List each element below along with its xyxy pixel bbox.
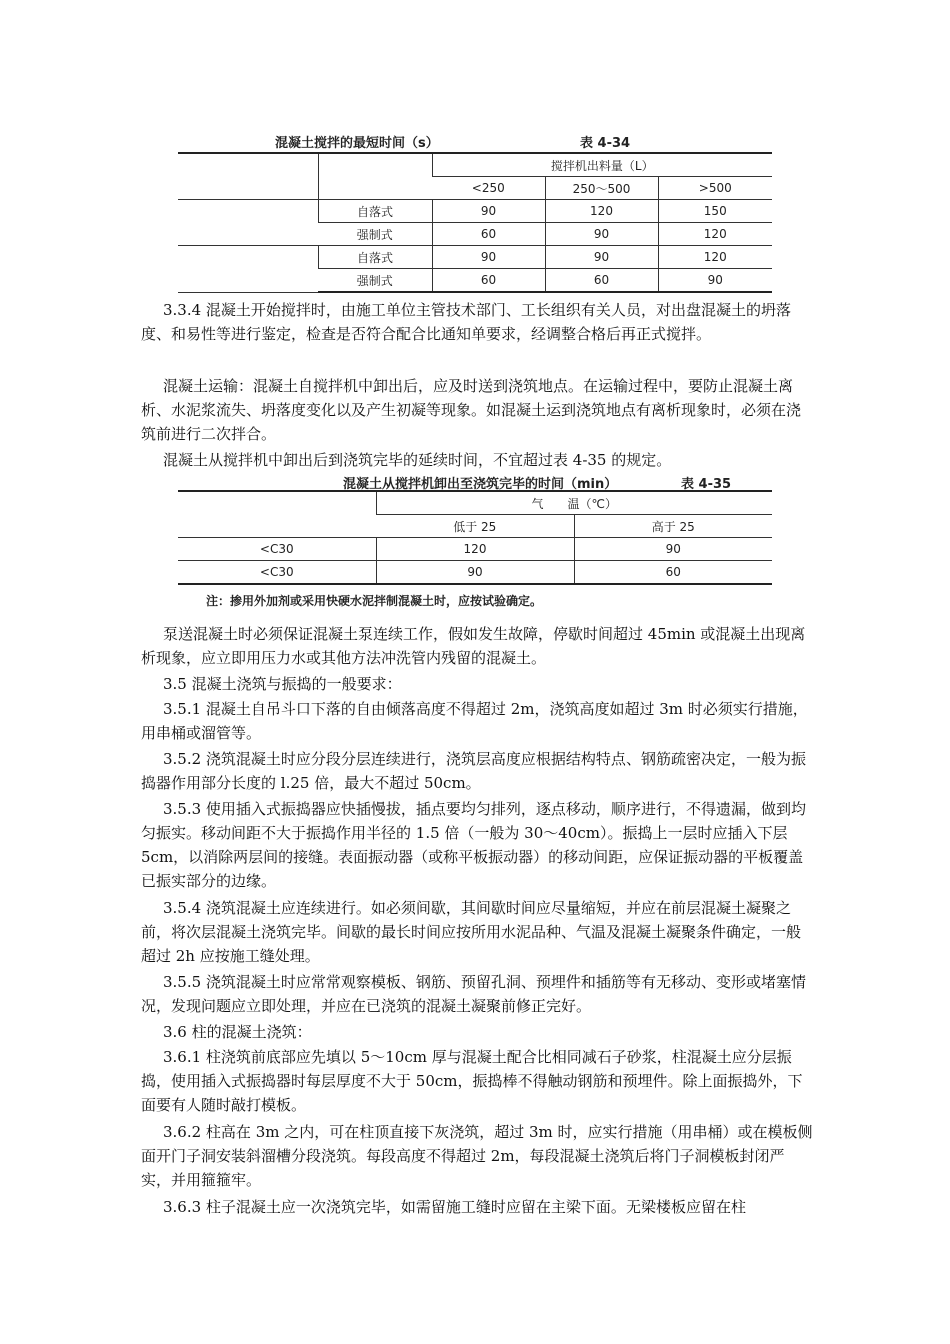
row-label: <C30	[178, 538, 376, 561]
table-cell: 120	[658, 223, 772, 246]
table-cell: 60	[432, 223, 545, 246]
table-cell: 60	[574, 561, 772, 585]
paragraph-3-6-2: 3.6.2 柱高在 3m 之内，可在柱顶直接下灰浇筑，超过 3m 时，应实行措施（用串桶）或在模板侧面开门子洞安装斜溜槽分段浇筑。每段高度不得超过 2m，每段混凝土浇筑后将门子洞模板封闭严实，并用箍箍牢。	[141, 1123, 813, 1189]
paragraph-delay-time: 混凝土从搅拌机中卸出后到浇筑完毕的延续时间，不宜超过表 4-35 的规定。	[163, 451, 672, 469]
table-cell: 90	[574, 538, 772, 561]
table-row	[178, 538, 772, 561]
column-header: 高于 25	[574, 515, 772, 538]
table-435-note: 注：掺用外加剂或采用快硬水泥拌制混凝土时，应按试验确定。	[206, 594, 543, 608]
row-label: 强制式	[318, 223, 432, 246]
table-cell: 60	[545, 269, 658, 293]
table-434-caption	[275, 132, 635, 151]
heading-3-6: 3.6 柱的混凝土浇筑：	[163, 1023, 312, 1041]
table-cell: 90	[545, 223, 658, 246]
paragraph-3-5-1: 3.5.1 混凝土自吊斗口下落的自由倾落高度不得超过 2m，浇筑高度如超过 3m 时必须实行措施，用串桶或溜管等。	[141, 700, 808, 742]
table-434	[178, 152, 772, 293]
table-cell: 120	[658, 246, 772, 269]
table-row	[178, 200, 772, 223]
table-cell	[318, 153, 432, 200]
paragraph-transport: 混凝土运输：混凝土自搅拌机中卸出后，应及时送到浇筑地点。在运输过程中，要防止混凝土离析、水泥浆流失、坍落度变化以及产生初凝等现象。如混凝土运到浇筑地点有离析现象时，必须在浇筑前进行二次拌合。	[141, 377, 802, 443]
table-row	[178, 153, 772, 177]
table-435-number: 表 4-35	[681, 477, 732, 492]
table-cell: 120	[545, 200, 658, 223]
row-label: <C30	[178, 561, 376, 585]
paragraph-3-5-2: 3.5.2 浇筑混凝土时应分段分层连续进行，浇筑层高度应根据结构特点、钢筋疏密决定，一般为振捣器作用部分长度的 l.25 倍，最大不超过 50cm。	[141, 750, 806, 792]
table-cell	[178, 153, 318, 200]
row-label: 自落式	[318, 200, 432, 223]
table-cell: 60	[432, 269, 545, 293]
table-cell	[178, 246, 318, 293]
table-cell	[178, 200, 318, 246]
row-label: 自落式	[318, 246, 432, 269]
column-header: >500	[658, 177, 772, 200]
table-cell	[178, 491, 376, 538]
column-header: 低于 25	[376, 515, 574, 538]
heading-3-5: 3.5 混凝土浇筑与振捣的一般要求：	[163, 675, 402, 693]
table-435-title: 混凝土从搅拌机卸出至浇筑完毕的时间（min）	[343, 477, 618, 492]
table-row	[178, 491, 772, 515]
paragraph-3-3-4: 3.3.4 混凝土开始搅拌时，由施工单位主管技术部门、工长组织有关人员，对出盘混凝土的坍落度、和易性等进行鉴定，检查是否符合配合比通知单要求，经调整合格后再正式搅拌。	[141, 301, 791, 343]
group-header: 气 温（℃）	[376, 491, 772, 515]
table-cell: 90	[376, 561, 574, 585]
table-cell: 90	[658, 269, 772, 293]
paragraph-3-5-4: 3.5.4 浇筑混凝土应连续进行。如必须间歇，其间歇时间应尽量缩短，并应在前层混凝土凝聚之前，将次层混凝土浇筑完毕。间歇的最长时间应按所用水泥品种、气温及混凝土凝聚条件确定，一般超过 2h 应按施工缝处理。	[141, 899, 802, 965]
paragraph-pump: 泵送混凝土时必须保证混凝土泵连续工作，假如发生故障，停歇时间超过 45min 或混凝土出现离析现象，应立即用压力水或其他方法冲洗管内残留的混凝土。	[141, 625, 806, 667]
column-header: 250～500	[545, 177, 658, 200]
group-header: 搅拌机出料量（L）	[432, 153, 772, 177]
column-header: <250	[432, 177, 545, 200]
table-cell: 90	[432, 246, 545, 269]
table-435	[178, 490, 772, 585]
paragraph-3-5-5: 3.5.5 浇筑混凝土时应常常观察模板、钢筋、预留孔洞、预埋件和插筋等有无移动、变形或堵塞情况，发现问题应立即处理，并应在已浇筑的混凝土凝聚前修正完好。	[141, 973, 806, 1015]
table-cell: 150	[658, 200, 772, 223]
table-cell: 90	[545, 246, 658, 269]
table-cell: 90	[432, 200, 545, 223]
table-434-title: 混凝土搅拌的最短时间（s）	[275, 136, 439, 151]
paragraph-3-5-3: 3.5.3 使用插入式振捣器应快插慢拔，插点要均匀排列，逐点移动，顺序进行，不得遗漏，做到均匀振实。移动间距不大于振捣作用半径的 1.5 倍（一般为 30～40cm）。振捣上一层时应插入下层 5cm，以消除两层间的接缝。表面振动器（或称平板振动器）的移动间距，应保证振动器的平板覆盖已振实部分的边缘。	[141, 800, 806, 890]
table-row	[178, 561, 772, 585]
table-cell: 120	[376, 538, 574, 561]
table-434-number: 表 4-34	[580, 136, 631, 151]
row-label: 强制式	[318, 269, 432, 293]
table-row	[178, 246, 772, 269]
paragraph-3-6-3: 3.6.3 柱子混凝土应一次浇筑完毕，如需留施工缝时应留在主梁下面。无梁楼板应留在柱	[163, 1198, 746, 1216]
paragraph-3-6-1: 3.6.1 柱浇筑前底部应先填以 5～10cm 厚与混凝土配合比相同减石子砂浆，柱混凝土应分层振捣，使用插入式振捣器时每层厚度不大于 50cm，振捣棒不得触动钢筋和预埋件。除上面振捣外，下面要有人随时敲打模板。	[141, 1048, 803, 1114]
